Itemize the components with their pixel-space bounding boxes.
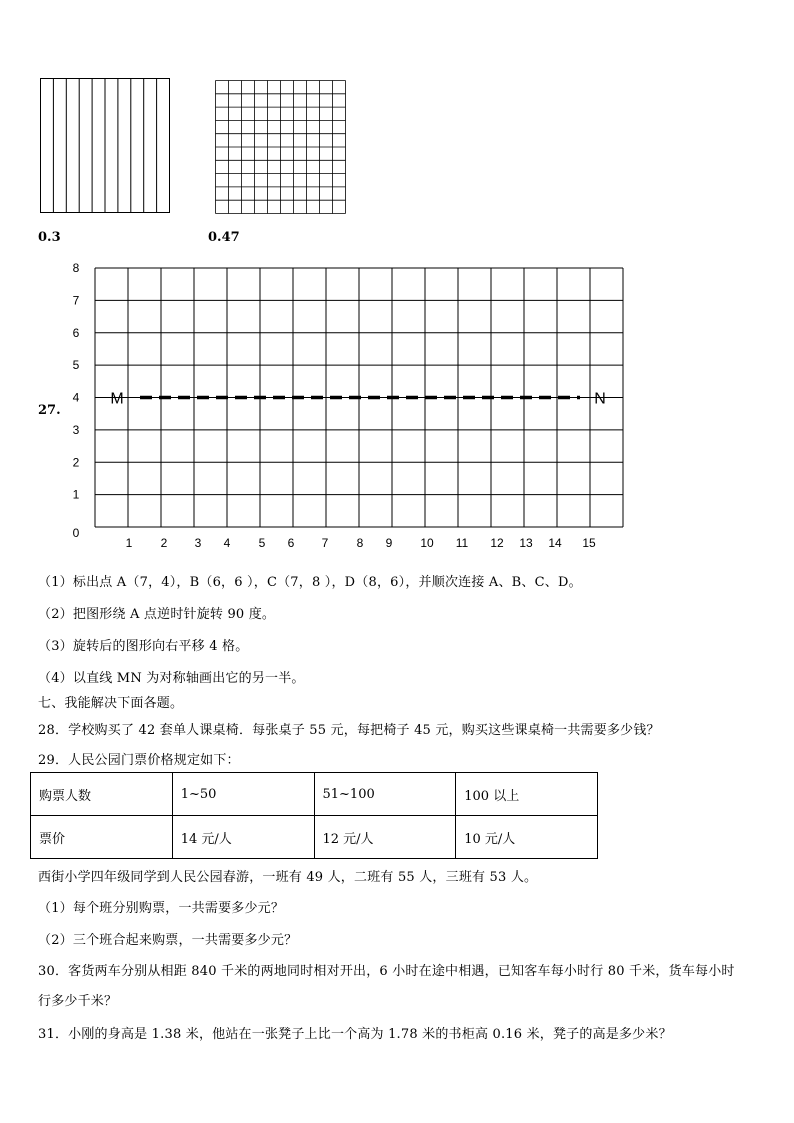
question-29-intro: 西街小学四年级同学到人民公园春游，一班有 49 人，二班有 55 人，三班有 53 人。 [38,870,538,885]
q27-item-2: （2）把图形绕 A 点逆时针旋转 90 度。 [38,607,276,622]
table-cell: 14 元/人 [172,816,314,859]
y-tick-label: 2 [72,455,80,470]
x-tick-label: 9 [385,536,393,550]
y-tick-label: 6 [72,325,80,340]
table-row [31,816,598,859]
q27-item-4: （4）以直线 MN 为对称轴画出它的另一半。 [38,671,305,686]
table-cell: 1~50 [172,773,314,816]
x-tick-label: 7 [321,536,329,550]
point-n-label: N [594,390,606,408]
x-tick-label: 6 [287,536,295,550]
x-tick-label: 4 [223,536,231,550]
x-tick-label: 13 [519,536,533,550]
y-tick-label: 0 [72,526,80,540]
x-tick-label: 11 [455,536,469,550]
x-tick-label: 15 [582,536,596,550]
point-m-label: M [110,390,124,408]
y-tick-label: 5 [72,358,80,373]
question-29-title: 29．人民公园门票价格规定如下： [38,753,240,768]
table-cell: 100 以上 [456,773,598,816]
table-cell: 12 元/人 [314,816,456,859]
x-tick-label: 12 [490,536,504,550]
y-tick-label: 4 [72,390,80,405]
question-28: 28．学校购买了 42 套单人课桌椅．每张桌子 55 元，每把椅子 45 元，购买这些课桌椅一共需要多少钱？ [38,723,660,738]
table-row [31,773,598,816]
question-30-line-1: 30．客货两车分别从相距 840 千米的两地同时相对开出，6 小时在途中相遇，已知客车每小时行 80 千米，货车每小时 [38,964,735,979]
section-7-heading: 七、我能解决下面各题。 [38,696,184,711]
hundred-grid-figure [215,80,347,215]
strip-figure-label: 0.3 [38,230,61,245]
x-tick-label: 1 [125,536,133,550]
coordinate-grid [60,260,640,560]
question-29-sub-2: （2）三个班合起来购票，一共需要多少元？ [38,933,298,948]
question-27-number: 27. [38,403,61,418]
x-tick-label: 14 [548,536,562,550]
question-29-sub-1: （1）每个班分别购票，一共需要多少元？ [38,901,285,916]
y-tick-label: 7 [72,293,80,308]
x-tick-label: 2 [160,536,168,550]
ticket-price-table [30,772,598,859]
y-tick-label: 1 [72,487,80,502]
decimal-strip-figure [40,78,173,214]
y-tick-label: 8 [72,261,80,275]
q27-item-1: （1）标出点 A（7，4），B（6，6 ），C（7，8 ），D（8，6），并顺次连接 A、B、C、D。 [38,575,582,590]
x-tick-label: 3 [194,536,202,550]
q27-item-3: （3）旋转后的图形向右平移 4 格。 [38,639,249,654]
x-tick-label: 8 [356,536,364,550]
table-cell: 票价 [31,816,173,859]
question-31: 31．小刚的身高是 1.38 米，他站在一张凳子上比一个高为 1.78 米的书柜高 0.16 米，凳子的高是多少米？ [38,1027,672,1042]
x-tick-label: 10 [420,536,434,550]
grid-figure-label: 0.47 [208,230,240,245]
y-tick-label: 3 [72,422,80,437]
x-tick-label: 5 [258,536,266,550]
question-30-line-2: 行多少千米？ [38,994,118,1009]
table-cell: 10 元/人 [456,816,598,859]
table-cell: 购票人数 [31,773,173,816]
table-cell: 51~100 [314,773,456,816]
